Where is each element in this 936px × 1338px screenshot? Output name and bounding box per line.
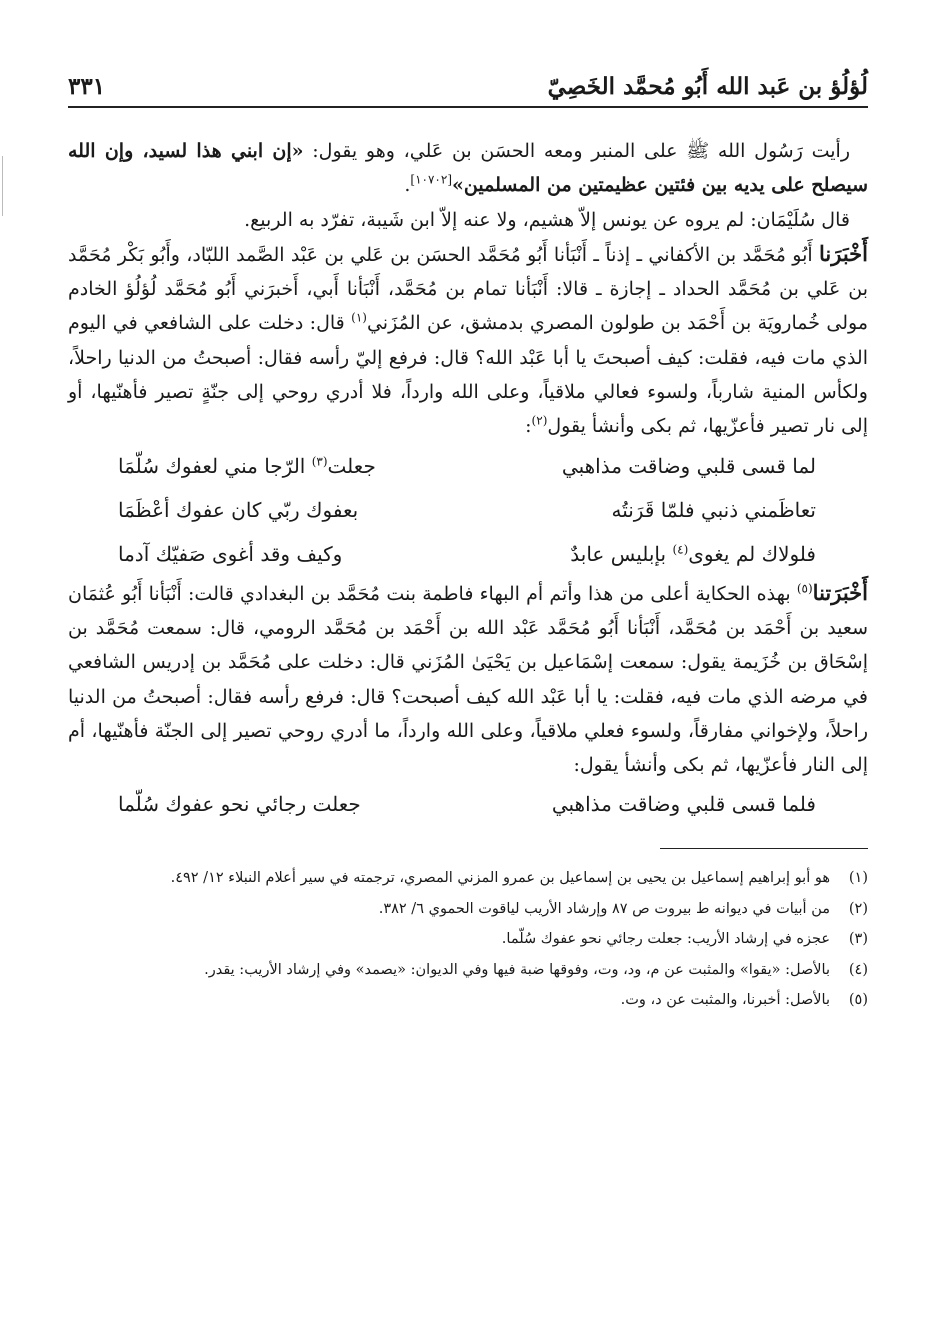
- footnote-number: (٣): [848, 931, 868, 948]
- paragraph-isnad-2: [68, 576, 868, 783]
- isnad-1-body-2: قال: دخلت على الشافعي في اليوم الذي مات فيه، فقلت: كيف أصبحتَ يا أبا عَبْد الله؟ قال: فرفع إليّ رأسه فقال: أصبحتُ من الدنيا راحلاً، ولكأس المنية شارباً، ولسوء فعالي ملاقياً، وعلى الله وارداً، فلا أدري روحي إلى جنّةٍ تصير فأهنّيها، أو إلى نار تصير فأعزّيها، ثم بكى وأنشأ يقول: [68, 312, 868, 438]
- footnote: [68, 955, 868, 986]
- hadith-quote: «إن ابني هذا لسيد، وإن الله سيصلح على يديه بين فئتين عظيمتين من المسلمين»: [68, 140, 868, 197]
- verse-first-hemistich: [570, 537, 816, 571]
- verse-line: [68, 532, 868, 576]
- verse-line: [68, 444, 868, 488]
- verse-line-final: [68, 782, 868, 826]
- footnote-number: (٤): [848, 961, 868, 978]
- paragraph-hadith-end: .: [404, 174, 411, 197]
- footnote-number: (٢): [848, 900, 868, 917]
- footnote-marker-2: (٢): [531, 414, 548, 429]
- footnote-text: هو أبو إبراهيم إسماعيل بن يحيى بن إسماعيل بن عمرو المزني المصري، ترجمته في سير أعلام النبلاء ١٢/ ٤٩٢.: [170, 870, 830, 887]
- verse-text: الرّجا مني لعفوك سُلّمَا: [118, 453, 312, 478]
- paragraph-sulayman: قال سُلَيْمَان: لم يروه عن يونس إلاّ هشيم، ولا عنه إلاّ ابن شَيبة، تفرّد به الربيع.: [244, 208, 850, 231]
- footnote-marker-4: (٤): [672, 541, 689, 556]
- verse-second-hemistich: وكيف وقد أغوى صَفيّك آدما: [118, 541, 343, 566]
- verse-first-hemistich: تعاظَمني ذنبي فلمّا قَرَنتُه: [611, 497, 816, 522]
- verse-text: فلولاك لم يغوى: [688, 541, 816, 566]
- main-text: [68, 134, 868, 826]
- isnad-1-end: :: [525, 415, 532, 438]
- verse-first-hemistich: لما قسى قلبي وضاقت مذاهبي: [561, 453, 816, 478]
- footnote-number: (٥): [848, 992, 868, 1009]
- footnote: [68, 863, 868, 894]
- akhbaratna-lead: أَخْبَرَتنا: [812, 579, 868, 605]
- footnote-marker-5: (٥): [796, 581, 813, 596]
- hadith-reference: [١٠٧٠٢]: [410, 172, 453, 187]
- footnote-text: بالأصل: «يقوا» والمثبت عن م، ود، وت، وفوقها ضبة فيها وفي الديوان: «يصمد» وفي إرشاد الأريب: يقدر.: [204, 961, 830, 978]
- isnad-2-body: بهذه الحكاية أعلى من هذا وأتم أم البهاء فاطمة بنت مُحَمَّد بن البغدادي قالت: أَنْبَأنا أَبُو عُثمَان سعيد بن أَحْمَد بن مُحَمَّد، أَنْبَأنا أَبُو مُحَمَّد عَبْد الله بن أَحْمَد بن مُحَمَّد الرومي، قال: سمعت مُحَمَّد بن إسْحَاق بن خُزَيمة يقول: سمعت إسْمَاعيل بن يَحْيَىٰ المُزَني قال: دخلت على مُحَمَّد بن إدريس الشافعي في مرضه الذي مات فيه، فقلت: يا أبا عَبْد الله كيف أصبحت؟ قال: فرفع رأسه فقال: أصبحتُ من الدنيا راحلاً، ولإخواني مفارقاً، ولسوء فعلي ملاقياً، وعلى الله وارداً، ما أدري روحي تصير إلى الجنّة فأهنّيها، أم إلى النار فأعزّيها، ثم بكى وأنشأ يقول:: [68, 582, 868, 777]
- footnote-text: بالأصل: أخبرنا، والمثبت عن د، وت.: [620, 992, 830, 1009]
- verse-first-hemistich: فلما قسى قلبي وضاقت مذاهبي: [551, 792, 816, 817]
- footnote-marker-1: (١): [351, 311, 367, 326]
- verse-text: بإبليس عابدٌ: [570, 541, 673, 566]
- paragraph-hadith-start: رأيت رَسُول الله ﷺ على المنبر ومعه الحسَن بن عَلي، وهو يقول:: [303, 140, 850, 162]
- book-page: [68, 58, 868, 1298]
- page-number: ٣٣١: [68, 73, 106, 100]
- footnote-marker-3: (٣): [311, 453, 328, 468]
- footnote: [68, 985, 868, 1016]
- footnote-text: من أبيات في ديوانه ط بيروت ص ٨٧ وإرشاد الأريب لياقوت الحموي ٦/ ٣٨٢.: [378, 900, 830, 917]
- footnote-text: عجزه في إرشاد الأريب: جعلت رجائي نحو عفوك سُلّما.: [501, 931, 830, 948]
- footnote-divider: [660, 848, 868, 849]
- running-title: لُؤلُؤ بن عَبد الله أَبُو مُحمَّد الخَصِيّ: [547, 73, 868, 100]
- isnad-1-body: أَبُو مُحَمَّد بن الأكفاني ـ إذناً ـ أَنْبَأنا أَبُو مُحَمَّد الحسَن بن عَلي بن عَبْد الصَّمد اللبّاد، وأَبُو بَكْر مُحَمَّد بن عَلي بن مُحَمَّد الحداد ـ إجازة ـ قالا: أَنْبَأنا تمام بن مُحَمَّد، أَنْبَأنا أَبي، أَخبرَني أَبُو مُحَمَّد لُؤلُؤ الخادم مولى خُمارويَة بن أَحْمَد بن طولون المصري بدمشق، عن المُزَني: [68, 243, 868, 335]
- verse-line: [68, 488, 868, 532]
- verse-text: جعلت: [327, 453, 376, 478]
- verse-second-hemistich: بعفوك ربّي كان عفوك أعْظَمَا: [118, 497, 359, 522]
- footnote-number: (١): [848, 870, 868, 887]
- poem-1: [68, 444, 868, 576]
- footnotes: [68, 863, 868, 1016]
- scan-edge-mark: [2, 156, 7, 216]
- page-header: [68, 58, 868, 108]
- footnote: [68, 894, 868, 925]
- footnote: [68, 924, 868, 955]
- akhbarana-lead: أَخْبَرَنا: [819, 240, 868, 266]
- paragraph-isnad-1: [68, 237, 868, 444]
- verse-second-hemistich: جعلت رجائي نحو عفوك سُلّما: [118, 792, 361, 817]
- verse-second-hemistich: [118, 449, 376, 483]
- paragraph-hadith: [68, 134, 868, 203]
